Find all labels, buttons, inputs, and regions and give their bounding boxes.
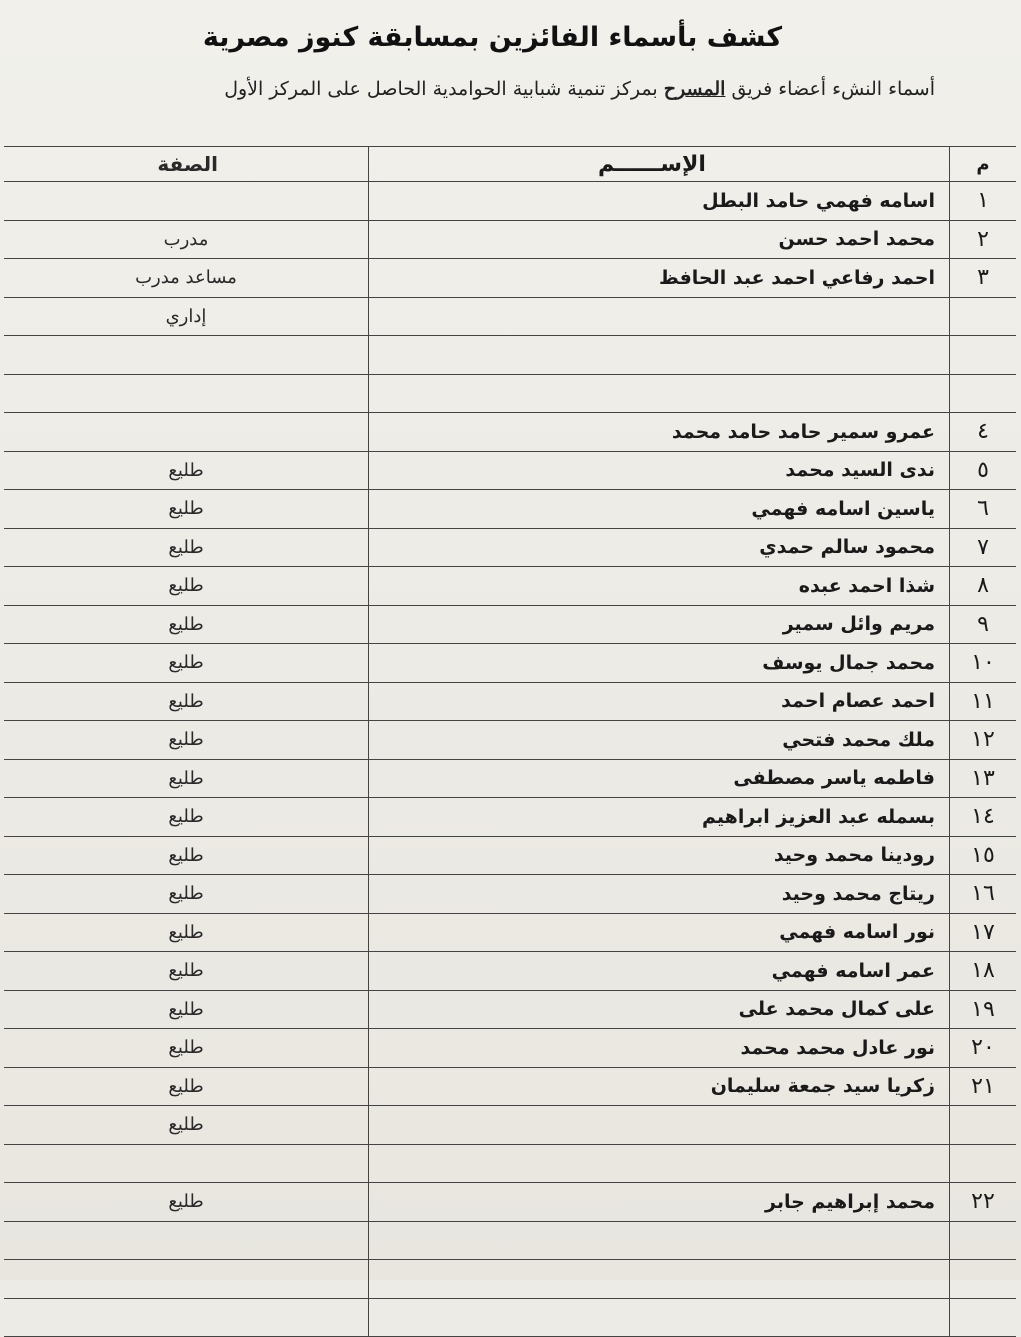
subtitle-team: المسرح — [663, 78, 726, 100]
table-row — [4, 336, 1016, 375]
row-name: محمد احمد حسن — [369, 220, 950, 259]
row-name: عمر اسامه فهمي — [369, 952, 950, 991]
row-number — [950, 1221, 1017, 1260]
row-role: مدرب — [4, 220, 369, 259]
table-row — [4, 259, 1016, 298]
row-role: طليع — [4, 605, 369, 644]
row-role — [4, 1260, 369, 1299]
row-name — [369, 1260, 950, 1299]
row-name — [369, 1106, 950, 1145]
row-name — [369, 1298, 950, 1337]
row-number: ٢٠ — [950, 1029, 1017, 1068]
row-number: ٣ — [950, 259, 1017, 298]
row-role: طليع — [4, 682, 369, 721]
row-name: احمد عصام احمد — [369, 682, 950, 721]
table-row — [4, 1029, 1016, 1068]
table-row — [4, 490, 1016, 529]
table-row — [4, 913, 1016, 952]
table-row — [4, 413, 1016, 452]
row-number — [950, 336, 1017, 375]
row-number: ٢ — [950, 220, 1017, 259]
table-row — [4, 721, 1016, 760]
row-name: عمرو سمير حامد حامد محمد — [369, 413, 950, 452]
table-row — [4, 836, 1016, 875]
winners-table — [4, 146, 1016, 1337]
row-name: ندى السيد محمد — [369, 451, 950, 490]
row-number: ١٦ — [950, 875, 1017, 914]
row-number: ١٤ — [950, 798, 1017, 837]
row-role: إداري — [4, 297, 369, 336]
row-name: نور عادل محمد محمد — [369, 1029, 950, 1068]
table-row — [4, 798, 1016, 837]
row-number — [950, 297, 1017, 336]
row-role: طليع — [4, 913, 369, 952]
document-subtitle — [55, 74, 935, 104]
row-number: ١٧ — [950, 913, 1017, 952]
table-row — [4, 990, 1016, 1029]
row-role — [4, 1221, 369, 1260]
row-name: شذا احمد عبده — [369, 567, 950, 606]
row-role — [4, 336, 369, 375]
row-role: مساعد مدرب — [4, 259, 369, 298]
row-name — [369, 336, 950, 375]
table-row — [4, 528, 1016, 567]
table-row — [4, 759, 1016, 798]
row-name: على كمال محمد على — [369, 990, 950, 1029]
row-role: طليع — [4, 798, 369, 837]
row-role: طليع — [4, 875, 369, 914]
row-name: نور اسامه فهمي — [369, 913, 950, 952]
row-number: ١٢ — [950, 721, 1017, 760]
row-role: طليع — [4, 1183, 369, 1222]
row-name — [369, 374, 950, 413]
row-role: طليع — [4, 644, 369, 683]
row-name: ملك محمد فتحي — [369, 721, 950, 760]
row-name: زكريا سيد جمعة سليمان — [369, 1067, 950, 1106]
row-role: طليع — [4, 990, 369, 1029]
row-name: ريتاج محمد وحيد — [369, 875, 950, 914]
row-number: ٨ — [950, 567, 1017, 606]
row-number: ٧ — [950, 528, 1017, 567]
row-name — [369, 1144, 950, 1183]
header-num: م — [950, 147, 1017, 182]
row-role: طليع — [4, 451, 369, 490]
row-number: ١٩ — [950, 990, 1017, 1029]
row-number — [950, 1260, 1017, 1299]
header-role: الصفة — [4, 147, 369, 182]
row-number: ١٠ — [950, 644, 1017, 683]
row-number — [950, 1144, 1017, 1183]
table-row — [4, 1106, 1016, 1145]
row-number: ١٨ — [950, 952, 1017, 991]
table-row — [4, 451, 1016, 490]
table-row — [4, 605, 1016, 644]
row-name: محمود سالم حمدي — [369, 528, 950, 567]
row-number — [950, 374, 1017, 413]
row-role: طليع — [4, 952, 369, 991]
table-row — [4, 1298, 1016, 1337]
table-row — [4, 374, 1016, 413]
row-name: بسمله عبد العزيز ابراهيم — [369, 798, 950, 837]
row-number: ٥ — [950, 451, 1017, 490]
table-row — [4, 875, 1016, 914]
row-role — [4, 1144, 369, 1183]
row-name: اسامه فهمي حامد البطل — [369, 182, 950, 221]
table-row — [4, 1221, 1016, 1260]
row-role: طليع — [4, 567, 369, 606]
subtitle-prefix: أسماء النشء أعضاء فريق — [731, 78, 935, 100]
document-title: كشف بأسماء الفائزين بمسابقة كنوز مصرية — [202, 22, 783, 53]
row-number — [950, 1298, 1017, 1337]
table-row — [4, 567, 1016, 606]
table-header-row — [4, 147, 1016, 182]
row-name: احمد رفاعي احمد عبد الحافظ — [369, 259, 950, 298]
row-number: ١٣ — [950, 759, 1017, 798]
row-role: طليع — [4, 1029, 369, 1068]
row-name: محمد إبراهيم جابر — [369, 1183, 950, 1222]
row-role: طليع — [4, 528, 369, 567]
row-name — [369, 297, 950, 336]
row-number: ٢١ — [950, 1067, 1017, 1106]
row-number: ٤ — [950, 413, 1017, 452]
table-row — [4, 644, 1016, 683]
row-name — [369, 1221, 950, 1260]
row-role: طليع — [4, 836, 369, 875]
row-number: ٦ — [950, 490, 1017, 529]
subtitle-suffix: بمركز تنمية شبابية الحوامدية الحاصل على المركز الأول — [224, 78, 658, 100]
table-row — [4, 220, 1016, 259]
row-name: فاطمه ياسر مصطفى — [369, 759, 950, 798]
header-name: الإســــــم — [369, 147, 950, 182]
row-number: ١ — [950, 182, 1017, 221]
row-name: رودينا محمد وحيد — [369, 836, 950, 875]
row-role — [4, 374, 369, 413]
row-role — [4, 1298, 369, 1337]
row-name: مريم وائل سمير — [369, 605, 950, 644]
row-role: طليع — [4, 1106, 369, 1145]
table-row — [4, 1067, 1016, 1106]
row-number — [950, 1106, 1017, 1145]
row-number: ٢٢ — [950, 1183, 1017, 1222]
row-name: محمد جمال يوسف — [369, 644, 950, 683]
row-role: طليع — [4, 721, 369, 760]
table-row — [4, 1183, 1016, 1222]
table-row — [4, 952, 1016, 991]
table-row — [4, 682, 1016, 721]
row-name: ياسين اسامه فهمي — [369, 490, 950, 529]
row-role: طليع — [4, 1067, 369, 1106]
row-number: ١١ — [950, 682, 1017, 721]
row-role: طليع — [4, 759, 369, 798]
row-role: طليع — [4, 490, 369, 529]
table-row — [4, 1260, 1016, 1299]
row-role — [4, 182, 369, 221]
table-row — [4, 297, 1016, 336]
table-row — [4, 182, 1016, 221]
row-number: ١٥ — [950, 836, 1017, 875]
row-number: ٩ — [950, 605, 1017, 644]
row-role — [4, 413, 369, 452]
table-row — [4, 1144, 1016, 1183]
